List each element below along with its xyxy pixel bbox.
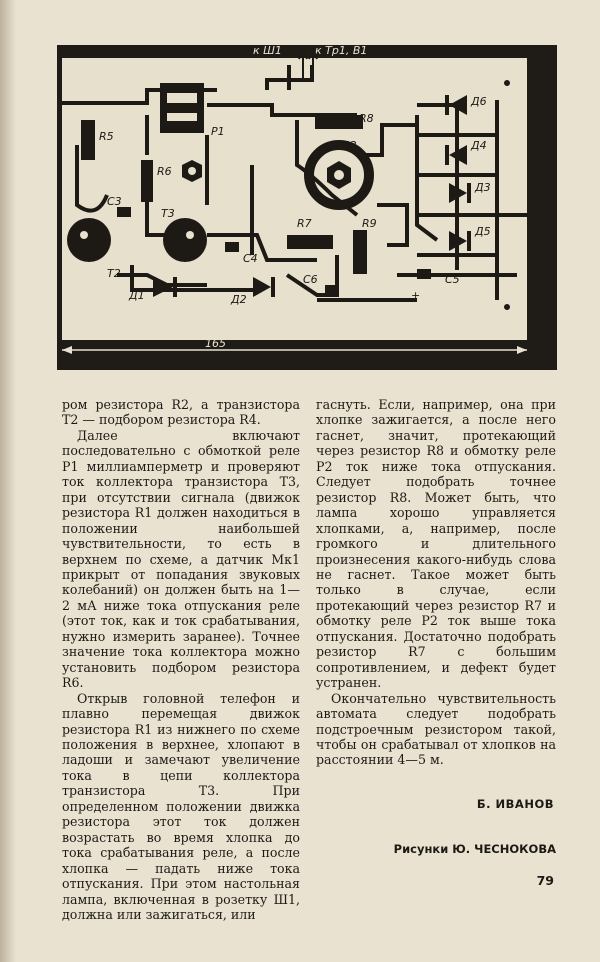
- page-number: 79: [536, 873, 554, 888]
- label-d5: Д5: [475, 225, 491, 238]
- right-paragraph-2: Окончательно чувствительность автомата следует подобрать подстроечным резистором такой, чтобы он срабатывал от хлопков на расстоянии 4—5 м.: [316, 690, 556, 768]
- circuit-board-figure: [57, 45, 557, 370]
- label-r6: R6: [157, 165, 172, 178]
- resistor-r7: [287, 235, 333, 249]
- circuit-board-drawing: [57, 45, 557, 370]
- label-d6: Д6: [471, 95, 487, 108]
- label-t3: T3: [161, 207, 175, 220]
- left-paragraph-2: Далее включают последовательно с обмоткой реле Р1 миллиамперметр и проверяют ток коллектора транзистора Т3, при отсутствии сигнала (движок резистора R1 должен находиться в положении наибольшей чувствительности, то есть в верхнем по схеме, а датчик Мк1 прикрыт от попадания звуковых колебаний) он должен быть на 1—2 мА ниже тока отпускания реле (этот ток, как и ток срабатывания, нужно измерить заранее). Точнее значение тока коллектора можно установить подбором резистора R6.: [62, 427, 300, 691]
- right-paragraph-1: гаснуть. Если, например, она при хлопке зажигается, а после него гаснет, значит, протекающий через резистор R8 и обмотку реле Р2 ток ниже тока отпускания. Следует подобрать точнее резистор R8. Может быть, что лампа хорошо управляется хлопками, а, например, после громкого и длительного произнесения какого-нибудь слова не гаснет. Такое может быть только в случае, если протекающий через резистор R7 и обмотку реле Р2 ток выше тока отпускания. Достаточно подобрать резистор R7 с большим сопротивлением, и дефект будет устранен.: [316, 397, 556, 691]
- left-paragraph-3: Открыв головной телефон и плавно перемещая движок резистора R1 из нижнего по схеме положения в верхнее, хлопают в ладоши и замечают увеличение тока в цепи коллектора транзистора Т3. При определенном положении движка резистора этот ток должен возрастать во время хлопка до тока срабатывания реле, а после хлопка — падать ниже тока отпускания. При этом настольная лампа, включенная в розетку Ш1, должна или зажигаться, или: [62, 690, 300, 922]
- label-c3: C3: [107, 195, 122, 208]
- label-d2: Д2: [231, 293, 247, 306]
- label-r5: R5: [99, 130, 114, 143]
- capacitor-c5: [417, 269, 431, 279]
- capacitor-c4: [225, 242, 239, 252]
- label-c6: C6: [303, 273, 318, 286]
- page-spine-shadow: [0, 0, 16, 962]
- label-to-sh1: к Ш1: [253, 45, 282, 57]
- capacitor-c6: [325, 285, 339, 295]
- label-d1: Д1: [129, 289, 145, 302]
- resistor-r5: [81, 120, 95, 160]
- resistor-r9: [353, 230, 367, 274]
- transistor-t2: [67, 218, 111, 262]
- label-r8: R8: [359, 112, 374, 125]
- label-p1: P1: [211, 125, 225, 138]
- label-c4: C4: [243, 252, 258, 265]
- label-d3: Д3: [475, 181, 491, 194]
- label-c5: C5: [445, 273, 460, 286]
- left-paragraph-1: ром резистора R2, а транзистора Т2 — подбором резистора R4.: [62, 397, 300, 428]
- label-t2: T2: [107, 267, 121, 280]
- resistor-r6: [141, 160, 153, 202]
- label-plus: +: [411, 289, 421, 302]
- capacitor-c3: [117, 207, 131, 217]
- illustration-credit: Рисунки Ю. ЧЕСНОКОВА: [393, 842, 556, 856]
- label-r9: R9: [362, 217, 377, 230]
- label-d4: Д4: [471, 139, 487, 152]
- transistor-t3: [163, 218, 207, 262]
- resistor-r8: [315, 115, 363, 129]
- left-text-column: [62, 397, 300, 922]
- right-text-column: [316, 397, 556, 768]
- label-p2: P2: [343, 139, 357, 152]
- relay-p1: [160, 83, 204, 133]
- label-to-tr1-v1: к Тр1, В1: [315, 45, 368, 57]
- label-dimension: 165: [205, 337, 226, 350]
- label-r7: R7: [297, 217, 312, 230]
- author-signature: Б. ИВАНОВ: [476, 797, 554, 811]
